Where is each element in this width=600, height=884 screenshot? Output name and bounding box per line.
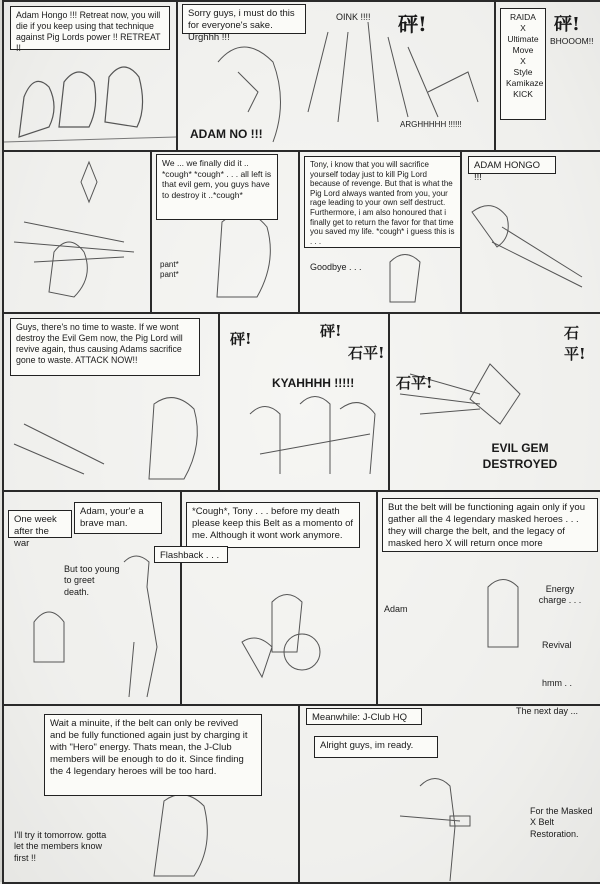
panel-13 xyxy=(376,490,600,706)
caption-box: One week after the war xyxy=(8,510,72,538)
impact-sfx: 砰! xyxy=(398,12,427,36)
impact-sfx: 石平! xyxy=(348,344,385,362)
move-line: KICK xyxy=(513,89,533,100)
panel-10 xyxy=(388,312,600,492)
speech-bubble: We ... we finally did it .. *cough* *cough* . . . all left is that evil gem, you guys have to destroy it ..*cough* xyxy=(156,154,278,220)
caption-box: Meanwhile: J-Club HQ xyxy=(306,708,422,725)
impact-sfx: 砰! xyxy=(320,322,342,340)
dialogue-text: But too young to greet death. xyxy=(64,564,120,597)
speech-bubble: Guys, there's no time to waste. If we wont destroy the Evil Gem now, the Pig Lord will revive again, thus causing Adams sacrifice gone to waste. ATTACK NOW!! xyxy=(10,318,200,376)
panel-11 xyxy=(2,490,182,706)
sketch-art xyxy=(4,152,150,312)
speech-bubble: *Cough*, Tony . . . before my death please keep this Belt as a momento of me. Although it wont work anymore. xyxy=(186,502,360,548)
move-line: Style xyxy=(513,67,533,78)
panel-5 xyxy=(150,150,300,314)
speech-bubble: Adam, your'e a brave man. xyxy=(74,502,162,534)
panel-6 xyxy=(298,150,462,314)
panel-15 xyxy=(298,704,600,884)
caption-box: But the belt will be functioning again only if you gather all the 4 legendary masked heroes . . . they will charge the belt, and the legacy of masked hero X will return once more xyxy=(382,498,598,552)
speech-bubble: ADAM HONGO !!! xyxy=(468,156,556,174)
panel-1 xyxy=(2,0,178,152)
dialogue-text: Goodbye . . . xyxy=(310,262,362,272)
panel-8 xyxy=(2,312,220,492)
speech-bubble: Tony, i know that you will sacrifice yourself today just to kill Pig Lord because of revenge. But that is what the Pig Lord always wanted from you, your rage leading to your own self destruct. Furthermore, i am also honoured that i finally get to return the favor for that time you saved my life. *cough* i guess this is . . . xyxy=(304,156,462,248)
move-line: Move xyxy=(512,45,534,56)
panel-9 xyxy=(218,312,390,492)
panel-12 xyxy=(180,490,378,706)
impact-sfx: 石平! xyxy=(564,324,586,363)
move-line: X xyxy=(520,23,526,34)
impact-sfx: 石平! xyxy=(396,374,433,392)
panel-2 xyxy=(176,0,496,152)
dialogue-text: hmm . . xyxy=(542,678,573,688)
caption-text: The next day ... xyxy=(516,706,579,716)
move-line: Kamikaze xyxy=(506,78,544,89)
dialogue-text: Energy charge . . . xyxy=(538,584,582,606)
sound-effect: ARGHHHHH !!!!!! xyxy=(400,120,462,129)
shout-text: ADAM NO !!! xyxy=(190,127,263,141)
flashback-caption: Flashback . . . xyxy=(154,546,228,563)
panel-14 xyxy=(2,704,300,884)
panel-3 xyxy=(494,0,600,152)
shout-text: KYAHHHH !!!!! xyxy=(272,376,355,390)
dialogue-text: I'll try it tomorrow. gotta let the members know first !! xyxy=(14,830,107,863)
move-line: RAIDA xyxy=(510,12,536,22)
impact-sfx: 砰! xyxy=(554,14,580,35)
shout-text: EVIL GEM DESTROYED xyxy=(482,441,558,472)
move-line: Ultimate xyxy=(507,34,539,45)
speech-bubble: Alright guys, im ready. xyxy=(314,736,438,758)
impact-sfx: 砰! xyxy=(230,330,252,348)
sound-effect: BHOOOM!! xyxy=(550,36,594,46)
sound-effect: OINK !!!! xyxy=(336,12,371,22)
speech-bubble: Sorry guys, i must do this for everyone's sake. Urghhh !!! xyxy=(182,4,306,34)
panel-7 xyxy=(460,150,600,314)
sketch-art xyxy=(462,152,600,312)
dialogue-text: Revival xyxy=(542,640,572,650)
sketch-art xyxy=(300,706,600,882)
dialogue-text: Adam xyxy=(384,604,408,614)
dialogue-text: For the Masked X Belt Restoration. xyxy=(530,806,593,839)
speech-bubble: Wait a minuite, if the belt can only be revived and be fully functioned again just by charging it with "Hero" energy. Thats mean, the J-Club members will be enough to do it. Since finding the 4 legendary heroes will be too hard. xyxy=(44,714,262,796)
move-line: X xyxy=(520,56,526,67)
sound-effect: pant* pant* xyxy=(160,260,179,279)
panel-4 xyxy=(2,150,152,314)
move-name-box xyxy=(500,8,546,120)
speech-bubble: Adam Hongo !!! Retreat now, you will die if you keep using that technique against Pig Lords power !! RETREAT !! xyxy=(10,6,170,50)
